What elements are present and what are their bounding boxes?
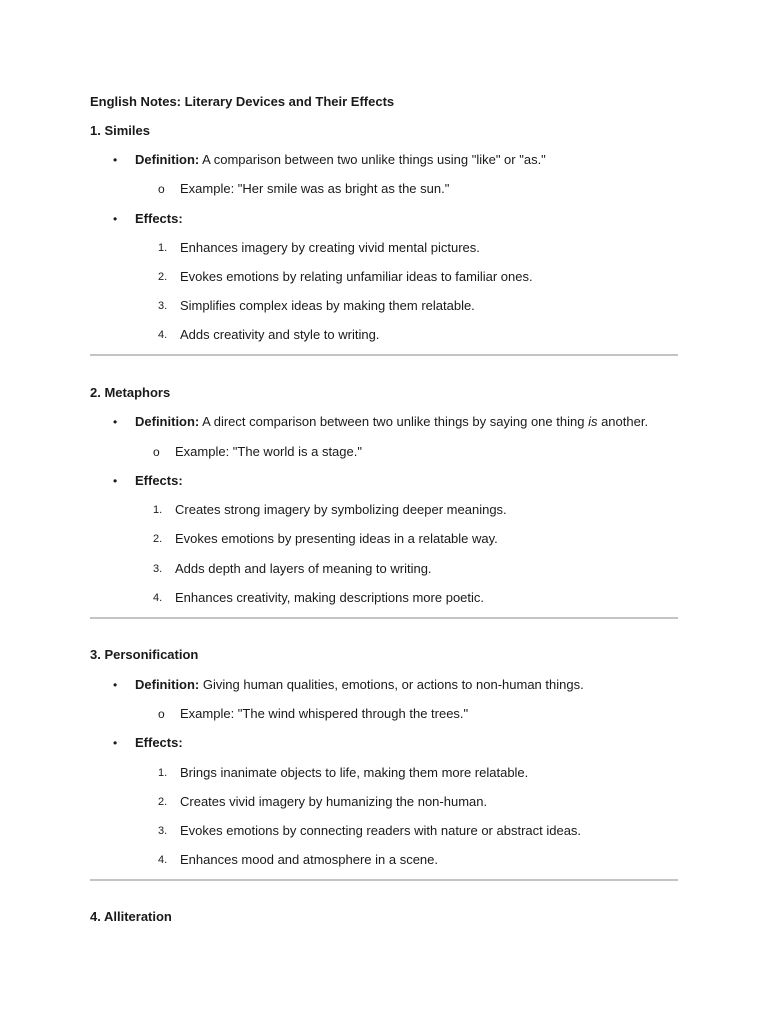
effect-text: Enhances imagery by creating vivid mental pictures. xyxy=(180,240,480,255)
definition-text: Giving human qualities, emotions, or actions to non-human things. xyxy=(199,677,584,692)
bullet-marker: • xyxy=(113,153,118,167)
example-item-personification xyxy=(0,705,768,723)
definition-text: A comparison between two unlike things using "like" or "as." xyxy=(199,152,546,167)
effect-item xyxy=(0,326,768,344)
bullet-marker: • xyxy=(113,415,118,429)
section-divider xyxy=(90,354,678,356)
effect-number: 3. xyxy=(158,300,168,312)
effect-item xyxy=(0,793,768,811)
effects-label: Effects: xyxy=(135,473,183,488)
effect-number: 2. xyxy=(158,796,168,808)
section-heading-similes: 1. Similes xyxy=(90,123,150,138)
effect-item xyxy=(0,822,768,840)
effect-item xyxy=(0,268,768,286)
effect-number: 1. xyxy=(158,767,168,779)
effect-item xyxy=(0,589,768,607)
example-item-similes xyxy=(0,180,768,198)
effect-number: 3. xyxy=(158,825,168,837)
effect-item xyxy=(0,297,768,315)
effect-text: Evokes emotions by relating unfamiliar ideas to familiar ones. xyxy=(180,269,533,284)
section-heading-personification: 3. Personification xyxy=(90,647,199,662)
effect-text: Evokes emotions by connecting readers with nature or abstract ideas. xyxy=(180,823,582,838)
effect-item xyxy=(0,560,768,578)
effect-text: Simplifies complex ideas by making them relatable. xyxy=(180,298,475,313)
section-divider xyxy=(90,617,678,619)
definition-emphasis: is xyxy=(588,414,598,429)
effect-text: Creates strong imagery by symbolizing deeper meanings. xyxy=(175,502,507,517)
effects-item-similes xyxy=(0,210,768,228)
effect-text: Creates vivid imagery by humanizing the non-human. xyxy=(180,794,488,809)
bullet-marker: • xyxy=(113,736,118,750)
effect-item xyxy=(0,501,768,519)
example-text: Example: "The world is a stage." xyxy=(175,444,362,459)
effect-number: 2. xyxy=(158,271,168,283)
effect-text: Enhances mood and atmosphere in a scene. xyxy=(180,852,439,867)
definition-label: Definition: xyxy=(135,152,200,167)
definition-label: Definition: xyxy=(135,414,200,429)
document-title: English Notes: Literary Devices and Their Effects xyxy=(90,94,395,109)
effects-item-metaphors xyxy=(0,472,768,490)
effect-number: 4. xyxy=(158,329,168,341)
section-heading-metaphors: 2. Metaphors xyxy=(90,385,171,400)
example-item-metaphors xyxy=(0,443,768,461)
sub-bullet-marker: o xyxy=(158,707,165,721)
effect-text: Adds depth and layers of meaning to writing. xyxy=(175,561,432,576)
effect-number: 4. xyxy=(158,854,168,866)
definition-text-end: another. xyxy=(597,414,649,429)
effect-item xyxy=(0,764,768,782)
effect-item xyxy=(0,530,768,548)
example-text: Example: "Her smile was as bright as the sun." xyxy=(180,181,450,196)
effect-number: 3. xyxy=(153,563,163,575)
example-text: Example: "The wind whispered through the trees." xyxy=(180,706,469,721)
section-divider xyxy=(90,879,678,881)
section-heading-alliteration: 4. Alliteration xyxy=(90,909,172,924)
effects-label: Effects: xyxy=(135,211,183,226)
effect-number: 1. xyxy=(153,504,163,516)
effect-number: 4. xyxy=(153,592,163,604)
effect-text: Enhances creativity, making descriptions more poetic. xyxy=(175,590,485,605)
effects-label: Effects: xyxy=(135,735,183,750)
definition-label: Definition: xyxy=(135,677,200,692)
effect-text: Evokes emotions by presenting ideas in a relatable way. xyxy=(175,531,498,546)
sub-bullet-marker: o xyxy=(153,445,160,459)
effect-text: Brings inanimate objects to life, making them more relatable. xyxy=(180,765,529,780)
effect-item xyxy=(0,239,768,257)
effect-text: Adds creativity and style to writing. xyxy=(180,327,380,342)
effect-number: 1. xyxy=(158,242,168,254)
definition-text: A direct comparison between two unlike things by saying one thing xyxy=(199,414,589,429)
definition-item-similes xyxy=(0,151,768,169)
sub-bullet-marker: o xyxy=(158,182,165,196)
definition-item-personification xyxy=(0,676,768,694)
bullet-marker: • xyxy=(113,678,118,692)
bullet-marker: • xyxy=(113,212,118,226)
effect-number: 2. xyxy=(153,533,163,545)
effects-item-personification xyxy=(0,734,768,752)
bullet-marker: • xyxy=(113,474,118,488)
definition-item-metaphors xyxy=(0,413,768,431)
effect-item xyxy=(0,851,768,869)
